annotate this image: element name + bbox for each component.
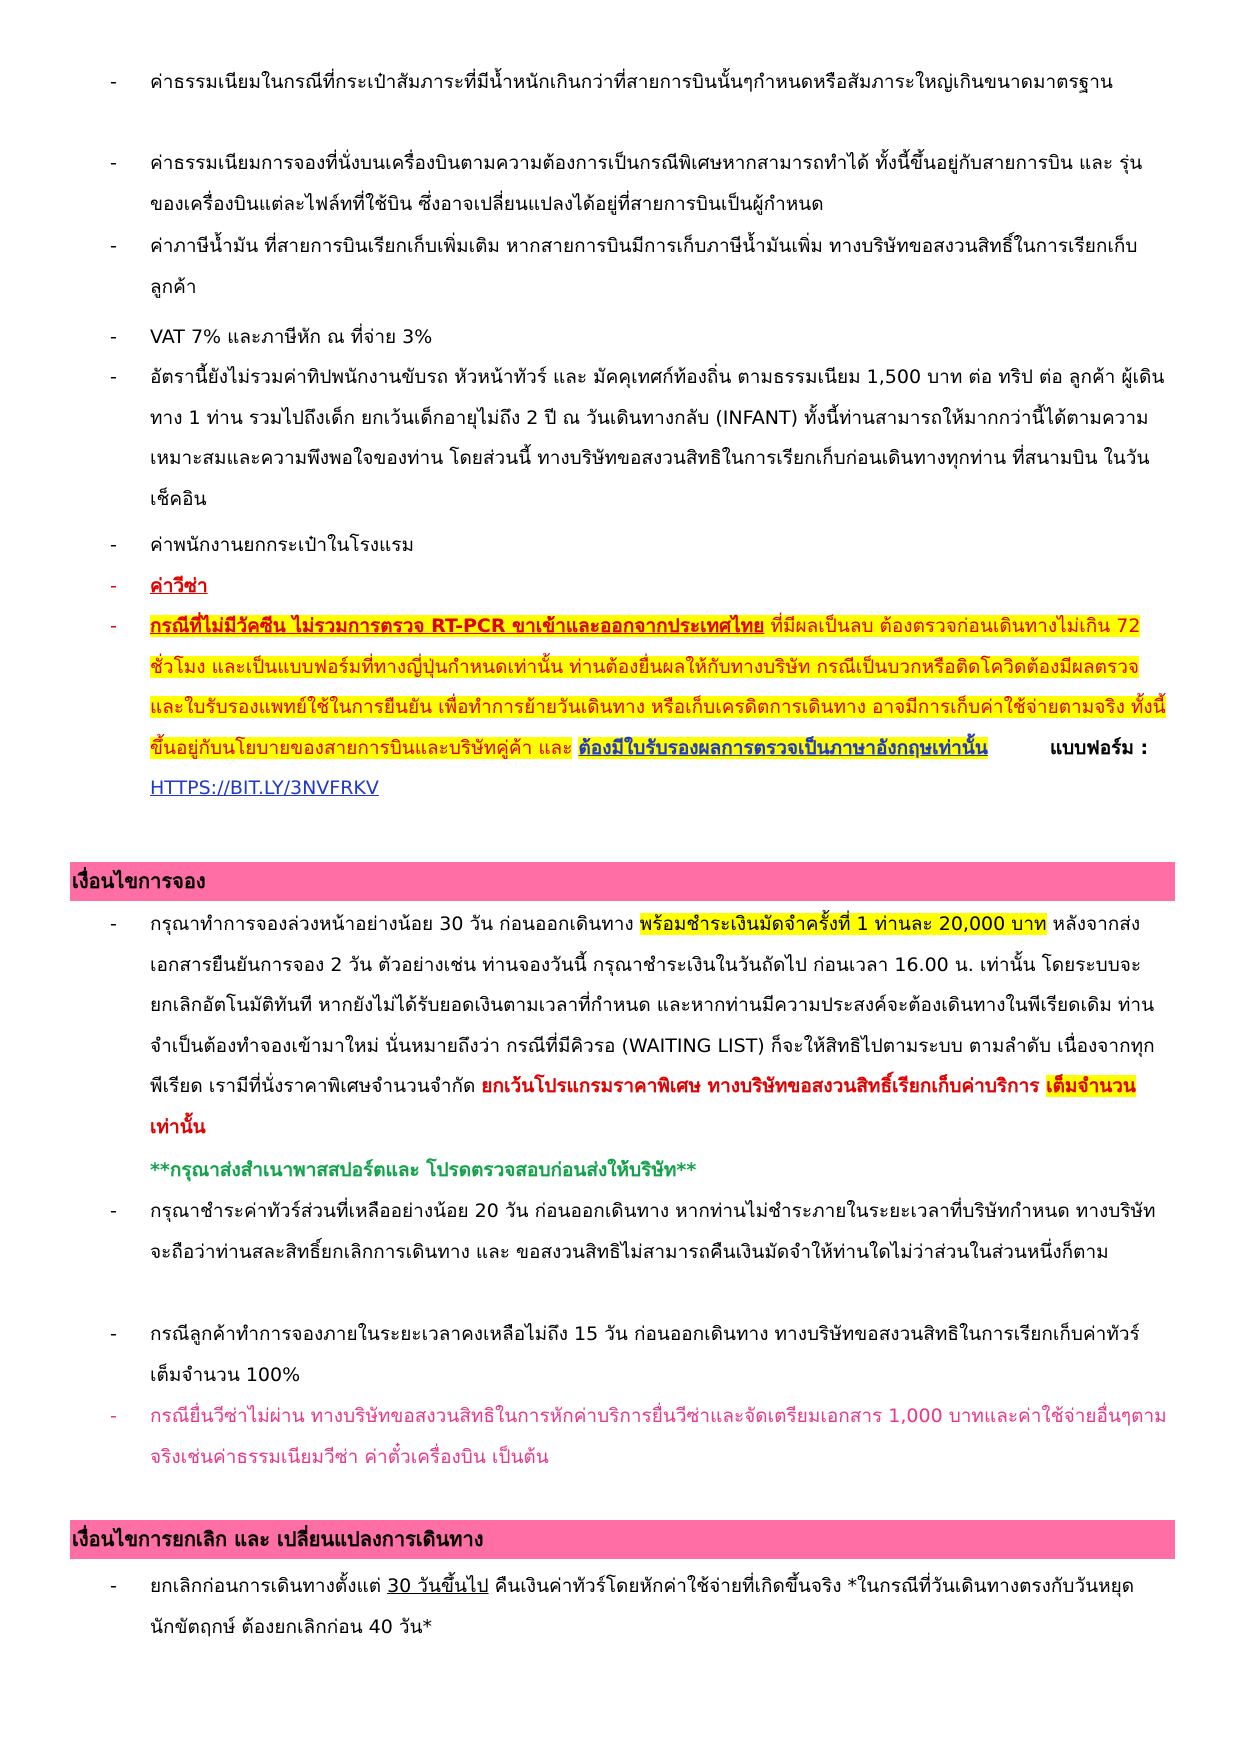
list-item-text: ค่าพนักงานยกกระเป๋าในโรงแรม bbox=[150, 534, 415, 556]
rt-pcr-notice bbox=[150, 606, 1168, 809]
visa-fee-item: ค่าวีซ่า bbox=[150, 575, 208, 597]
visa-rejection-note: กรณียื่นวีซ่าไม่ผ่าน ทางบริษัทขอสงวนสิทธิในการหักค่าบริการยื่นวีซ่าและจัดเตรียมเอกสาร 1,000 บาทและค่าใช้จ่ายอื่นๆตามจริงเช่นค่าธรรมเนียมวีซ่า ค่าตั๋วเครื่องบิน เป็นต้น bbox=[150, 1405, 1167, 1468]
booking-conditions-heading: เงื่อนไขการจอง bbox=[70, 862, 1175, 901]
bullet-dash: - bbox=[110, 534, 117, 556]
english-certificate-note: ต้องมีใบรับรองผลการตรวจเป็นภาษาอังกฤษเท่านั้น bbox=[578, 736, 988, 759]
bullet-dash: - bbox=[110, 235, 117, 257]
cancel-text: คืนเงินค่าทัวร์โดยหักค่าใช้จ่ายที่เกิดขึ้นจริง *ในกรณีที่วันเดินทางตรงกับวันหยุดนักขัตฤกษ์ ต้องยกเลิกก่อน 40 วัน* bbox=[150, 1575, 1135, 1638]
bullet-dash: - bbox=[110, 1405, 117, 1427]
rt-pcr-body: ที่มีผลเป็นลบ ต้องตรวจก่อนเดินทางไม่เกิน 72 ชั่วโมง และเป็นแบบฟอร์มที่ทางญี่ปุ่นกำหนดเท่านั้น ท่านต้องยื่นผลให้กับทางบริษัท กรณีเป็นบวกหรือติดโควิดต้องมีผลตรวจและใบรับรองแพทย์ใช้ในการยืนยัน เพื่อทำการย้ายวันเดินทาง หรือเก็บเครดิตการเดินทาง อาจมีการเก็บค่าใช้จ่ายตามจริง ทั้งนี้ขึ้นอยู่กับนโยบายของสายการบินและบริษัทคู่ค้า และ bbox=[150, 615, 1166, 759]
passport-note: **กรุณาส่งสำเนาพาสสปอร์ตและ โปรดตรวจสอบก่อนส่งให้บริษัท** bbox=[150, 1159, 697, 1181]
list-item-text: กรุณาชำระค่าทัวร์ส่วนที่เหลืออย่างน้อย 20 วัน ก่อนออกเดินทาง หากท่านไม่ชำระภายในระยะเวลาที่บริษัทกำหนด ทางบริษัทจะถือว่าท่านสละสิทธิ์ยกเลิกการเดินทาง และ ขอสงวนสิทธิไม่สามารถคืนเงินมัดจำให้ท่านใดไม่ว่าส่วนในส่วนหนึ่งก็ตาม bbox=[150, 1200, 1156, 1263]
bullet-dash: - bbox=[110, 366, 117, 388]
list-item-text: อัตรานี้ยังไม่รวมค่าทิปพนักงานขับรถ หัวหน้าทัวร์ และ มัคคุเทศก์ท้องถิ่น ตามธรรมเนียม 1,500 บาท ต่อ ทริป ต่อ ลูกค้า ผู้เดินทาง 1 ท่าน รวมไปถึงเด็ก ยกเว้นเด็กอายุไม่ถึง 2 ปี ณ วันเดินทางกลับ (INFANT) ทั้งนี้ท่านสามารถให้มากกว่านี้ได้ตามความเหมาะสมและความพึงพอใจของท่าน โดยส่วนนี้ ทางบริษัทขอสงวนสิทธิในการเรียกเก็บก่อนเดินทางทุกท่าน ที่สนามบิน ในวันเช็คอิน bbox=[150, 366, 1165, 510]
bullet-dash: - bbox=[110, 326, 117, 348]
rt-pcr-lead: กรณีที่ไม่มีวัคซีน ไม่รวมการตรวจ RT-PCR ขาเข้าและออกจากประเทศไทย bbox=[150, 615, 765, 637]
cancel-text: ยกเลิกก่อนการเดินทางตั้งแต่ bbox=[150, 1575, 388, 1597]
bullet-dash: - bbox=[110, 152, 117, 174]
list-item-text: ค่าธรรมเนียมการจองที่นั่งบนเครื่องบินตามความต้องการเป็นกรณีพิเศษหากสามารถทำได้ ทั้งนี้ขึ้นอยู่กับสายการบิน และ รุ่นของเครื่องบินแต่ละไฟล์ทที่ใช้บิน ซึ่งอาจเปลี่ยนแปลงได้อยู่ที่สายการบินเป็นผู้กำหนด bbox=[150, 152, 1143, 215]
special-program-note: ยกเว้นโปรแกรมราคาพิเศษ ทางบริษัทขอสงวนสิทธิ์เรียกเก็บค่าบริการ bbox=[481, 1075, 1047, 1097]
special-program-note-end: เท่านั้น bbox=[150, 1115, 206, 1138]
bullet-dash: - bbox=[110, 615, 117, 637]
bullet-dash: - bbox=[110, 1575, 117, 1597]
list-item-text: กรณีลูกค้าทำการจองภายในระยะเวลาคงเหลือไม่ถึง 15 วัน ก่อนออกเดินทาง ทางบริษัทขอสงวนสิทธิในการเรียกเก็บค่าทัวร์เต็มจำนวน 100% bbox=[150, 1323, 1140, 1386]
bullet-dash: - bbox=[110, 575, 117, 597]
form-link[interactable]: HTTPS://BIT.LY/3NVFRKV bbox=[150, 777, 379, 799]
list-item-text: ค่าธรรมเนียมในกรณีที่กระเป๋าสัมภาระที่มีน้ำหนักเกินกว่าที่สายการบินนั้นๆกำหนดหรือสัมภาระใหญ่เกินขนาดมาตรฐาน bbox=[150, 71, 1113, 93]
bullet-dash: - bbox=[110, 1323, 117, 1345]
bullet-dash: - bbox=[110, 1200, 117, 1222]
list-item-text bbox=[150, 1566, 1168, 1647]
deposit-highlight: พร้อมชำระเงินมัดจำครั้งที่ 1 ท่านละ 20,000 บาท bbox=[639, 913, 1047, 935]
cancellation-conditions-heading: เงื่อนไขการยกเลิก และ เปลี่ยนแปลงการเดินทาง bbox=[70, 1520, 1175, 1559]
cancel-period: 30 วันขึ้นไป bbox=[387, 1575, 489, 1597]
list-item-text bbox=[150, 904, 1168, 1147]
bullet-dash: - bbox=[110, 913, 117, 935]
full-amount-highlight: เต็มจำนวน bbox=[1046, 1075, 1136, 1097]
bullet-dash: - bbox=[110, 71, 117, 93]
booking-text: หลังจากส่งเอกสารยืนยันการจอง 2 วัน ตัวอย่างเช่น ท่านจองวันนี้ กรุณาชำระเงินในวันถัดไป ก่อนเวลา 16.00 น. เท่านั้น โดยระบบจะยกเลิกอัตโนมัติทันที หากยังไม่ได้รับยอดเงินตามเวลาที่กำหนด และหากท่านมีความประสงค์จะต้องเดินทางในพีเรียดเดิม ท่านจำเป็นต้องทำจองเข้ามาใหม่ นั่นหมายถึงว่า กรณีที่มีคิวรอ (WAITING LIST) ก็จะให้สิทธิไปตามระบบ ตามลำดับ เนื่องจากทุกพีเรียด เรามีที่นั่งราคาพิเศษจำนวนจำกัด bbox=[150, 913, 1155, 1097]
list-item-text: ค่าภาษีน้ำมัน ที่สายการบินเรียกเก็บเพิ่มเติม หากสายการบินมีการเก็บภาษีน้ำมันเพิ่ม ทางบริษัทขอสงวนสิทธิ์ในการเรียกเก็บลูกค้า bbox=[150, 235, 1138, 298]
booking-text: กรุณาทำการจองล่วงหน้าอย่างน้อย 30 วัน ก่อนออกเดินทาง bbox=[150, 913, 640, 935]
list-item-text: VAT 7% และภาษีหัก ณ ที่จ่าย 3% bbox=[150, 326, 433, 348]
form-label: แบบฟอร์ม : bbox=[1049, 736, 1149, 759]
